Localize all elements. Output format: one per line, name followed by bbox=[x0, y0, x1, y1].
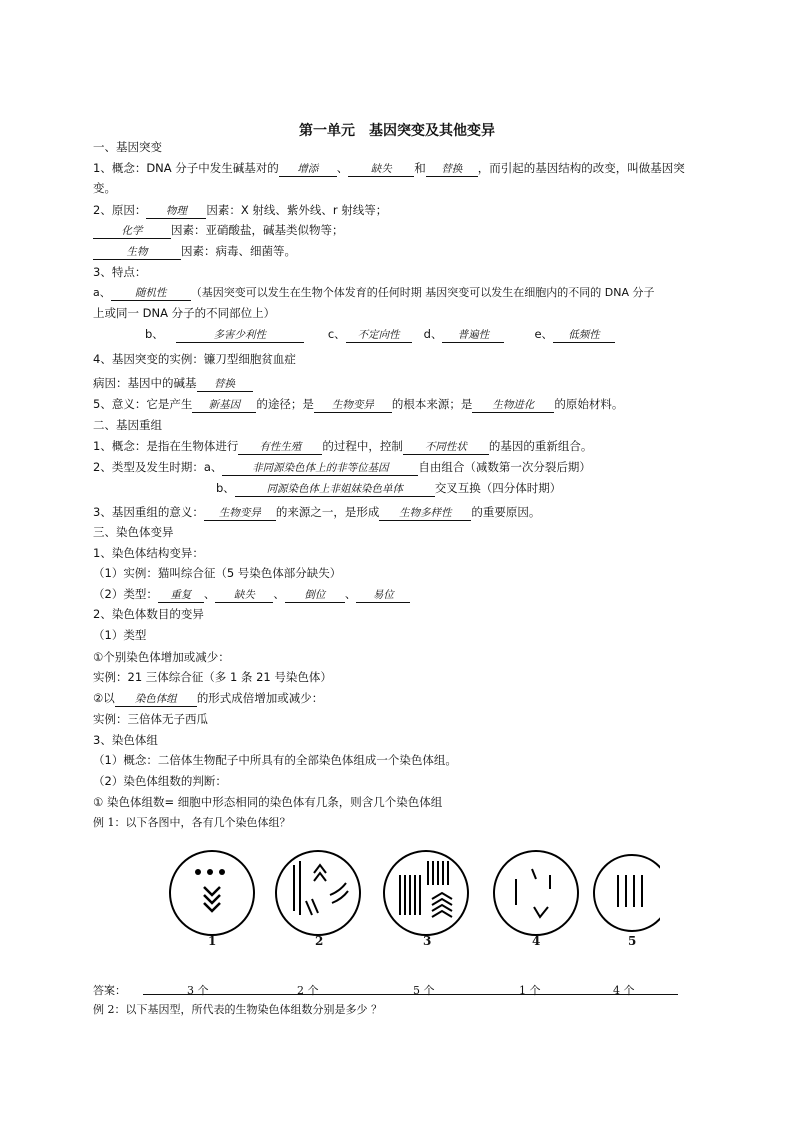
mutation-concept-cont: 变。 bbox=[93, 181, 116, 195]
blank-answer: 随机性 bbox=[111, 287, 191, 301]
answer-value: 2 个 bbox=[297, 984, 319, 997]
text: 2、原因： bbox=[93, 203, 147, 217]
text: d、 bbox=[423, 327, 443, 341]
answer-value: 4 个 bbox=[613, 984, 635, 997]
text: 5、意义：它是产生 bbox=[93, 397, 193, 411]
blank-answer: 物理 bbox=[146, 205, 206, 219]
cell-figure-1 bbox=[170, 851, 254, 935]
chromosome-set-heading: 3、染色体组 bbox=[93, 733, 158, 747]
blank-answer: 普遍性 bbox=[442, 329, 504, 343]
example-1-question: 例 1：以下各图中，各有几个染色体组？ bbox=[93, 816, 291, 829]
text: 因素：病毒、细菌等。 bbox=[181, 244, 296, 258]
recombination-concept bbox=[93, 439, 592, 455]
section-heading-recombination: 二、基因重组 bbox=[93, 418, 162, 432]
text: 自由组合（减数第一次分裂后期） bbox=[418, 460, 591, 474]
cell-figure-4 bbox=[494, 851, 578, 935]
mutation-cause-chemical bbox=[93, 223, 344, 239]
recombination-significance bbox=[93, 505, 540, 521]
text: 、 bbox=[203, 587, 216, 601]
text: 1、概念：是指在生物体进行 bbox=[93, 439, 239, 453]
mutation-features-bcde bbox=[145, 327, 615, 343]
text: b、 bbox=[145, 327, 164, 341]
answer-underline bbox=[143, 994, 678, 995]
blank-answer: 倒位 bbox=[285, 589, 345, 603]
text: 3、基因重组的意义： bbox=[93, 505, 204, 519]
cell-figure-2 bbox=[276, 851, 360, 935]
answer-value: 5 个 bbox=[413, 984, 435, 997]
chromosome-figures bbox=[160, 845, 660, 955]
set-variation-example: 实例：三倍体无子西瓜 bbox=[93, 712, 208, 726]
cell-figure-5 bbox=[594, 855, 660, 931]
blank-answer: 缺失 bbox=[348, 163, 414, 177]
answer-value: 3 个 bbox=[187, 984, 209, 997]
blank-answer: 染色体组 bbox=[115, 693, 197, 707]
blank-answer: 易位 bbox=[356, 589, 410, 603]
text: a、 bbox=[93, 286, 111, 299]
blank-answer: 同源染色体上非姐妹染色单体 bbox=[235, 483, 435, 497]
mutation-cause-example bbox=[93, 376, 253, 392]
section-heading-chromosome: 三、染色体变异 bbox=[93, 525, 174, 539]
text: 、 bbox=[336, 161, 349, 175]
blank-answer: 不定向性 bbox=[346, 329, 412, 343]
text: 1、概念：DNA 分子中发生碱基对的 bbox=[93, 161, 279, 175]
blank-answer: 非同源染色体上的非等位基因 bbox=[222, 462, 418, 476]
text: b、 bbox=[216, 481, 235, 495]
figure-label-2: 2 bbox=[315, 934, 324, 948]
mutation-significance bbox=[93, 397, 623, 413]
blank-answer: 生物变异 bbox=[204, 507, 276, 521]
number-variation-heading: 2、染色体数目的变异 bbox=[93, 607, 204, 621]
text: 的重要原因。 bbox=[471, 505, 541, 519]
text: 和 bbox=[414, 161, 426, 175]
text: 的基因的重新组合。 bbox=[488, 439, 593, 453]
page-title: 第一单元 基因突变及其他变异 bbox=[299, 123, 495, 139]
chromosome-set-judgement: （2）染色体组数的判断： bbox=[93, 774, 227, 788]
cell-figure-3 bbox=[384, 851, 468, 935]
text: 因素：X 射线、紫外线、r 射线等； bbox=[206, 203, 388, 217]
text: 的过程中，控制 bbox=[322, 439, 403, 453]
text: ②以 bbox=[93, 691, 115, 705]
structure-variation-types bbox=[93, 587, 410, 603]
text: （2）类型： bbox=[93, 587, 158, 601]
blank-answer: 低频性 bbox=[553, 329, 615, 343]
text: 的形式成倍增加或减少： bbox=[196, 691, 324, 705]
figure-label-3: 3 bbox=[423, 934, 432, 948]
text: 的原始材料。 bbox=[554, 397, 624, 411]
individual-variation-example: 实例：21 三体综合征（多 1 条 21 号染色体） bbox=[93, 670, 332, 684]
blank-answer: 缺失 bbox=[215, 589, 273, 603]
chromosome-set-rule: ① 染色体组数= 细胞中形态相同的染色体有几条，则含几个染色体组 bbox=[93, 795, 443, 809]
text: 因素：亚硝酸盐，碱基类似物等； bbox=[171, 223, 344, 237]
structure-variation-heading: 1、染色体结构变异： bbox=[93, 546, 204, 560]
text: 的根本来源；是 bbox=[391, 397, 473, 411]
recombination-type-a bbox=[93, 460, 591, 476]
set-variation bbox=[93, 691, 323, 707]
answer-value: 1 个 bbox=[519, 984, 541, 997]
mutation-feature-a-cont: 上或同一 DNA 分子的不同部位上） bbox=[93, 306, 276, 320]
blank-answer: 生物多样性 bbox=[379, 507, 471, 521]
text: 、 bbox=[344, 587, 357, 601]
blank-answer: 生物进化 bbox=[472, 399, 554, 413]
example-2-question: 例 2：以下基因型，所代表的生物染色体组数分别是多少 ？ bbox=[93, 1003, 382, 1016]
figure-label-4: 4 bbox=[532, 934, 541, 948]
blank-answer: 化学 bbox=[93, 225, 171, 239]
mutation-example: 4、基因突变的实例：镰刀型细胞贫血症 bbox=[93, 352, 296, 366]
mutation-cause-biological bbox=[93, 244, 296, 260]
figure-label-1: 1 bbox=[208, 934, 217, 948]
section-heading-mutation: 一、基因突变 bbox=[93, 140, 162, 154]
text: 病因：基因中的碱基 bbox=[93, 376, 197, 390]
text: 、 bbox=[273, 587, 285, 601]
structure-variation-example: （1）实例：猫叫综合征（5 号染色体部分缺失） bbox=[93, 566, 342, 580]
recombination-type-b bbox=[216, 481, 561, 497]
chromosome-set-concept: （1）概念：二倍体生物配子中所具有的全部染色体组成一个染色体组。 bbox=[93, 753, 457, 767]
text: 交叉互换（四分体时期） bbox=[434, 481, 562, 495]
text: 的来源之一，是形成 bbox=[275, 505, 380, 519]
blank-answer: 多害少利性 bbox=[176, 329, 304, 343]
text: c、 bbox=[327, 327, 346, 341]
blank-answer: 生物变异 bbox=[314, 399, 392, 413]
blank-answer: 增添 bbox=[279, 163, 337, 177]
mutation-cause-physical bbox=[93, 203, 387, 219]
figure-label-5: 5 bbox=[628, 934, 637, 948]
individual-variation: ①个别染色体增加或减少： bbox=[93, 650, 230, 664]
mutation-concept-line bbox=[93, 161, 685, 177]
blank-answer: 有性生殖 bbox=[238, 441, 322, 455]
mutation-feature-a bbox=[93, 286, 654, 301]
blank-answer: 替换 bbox=[426, 163, 478, 177]
text: e、 bbox=[534, 327, 554, 341]
text: （基因突变可以发生在生物个体发育的任何时期 基因突变可以发生在细胞内的不同的 DNA 分子 bbox=[190, 286, 655, 299]
number-variation-type: （1）类型 bbox=[93, 628, 147, 642]
answer-label: 答案： bbox=[93, 984, 126, 997]
text: 2、类型及发生时期：a、 bbox=[93, 460, 223, 474]
blank-answer: 新基因 bbox=[192, 399, 256, 413]
text: 的途径；是 bbox=[256, 397, 314, 411]
blank-answer: 不同性状 bbox=[403, 441, 489, 455]
blank-answer: 替换 bbox=[197, 378, 253, 392]
blank-answer: 重复 bbox=[158, 589, 204, 603]
text: ，而引起的基因结构的改变，叫做基因突 bbox=[477, 161, 685, 175]
blank-answer: 生物 bbox=[93, 246, 181, 260]
mutation-features-heading: 3、特点： bbox=[93, 265, 147, 279]
